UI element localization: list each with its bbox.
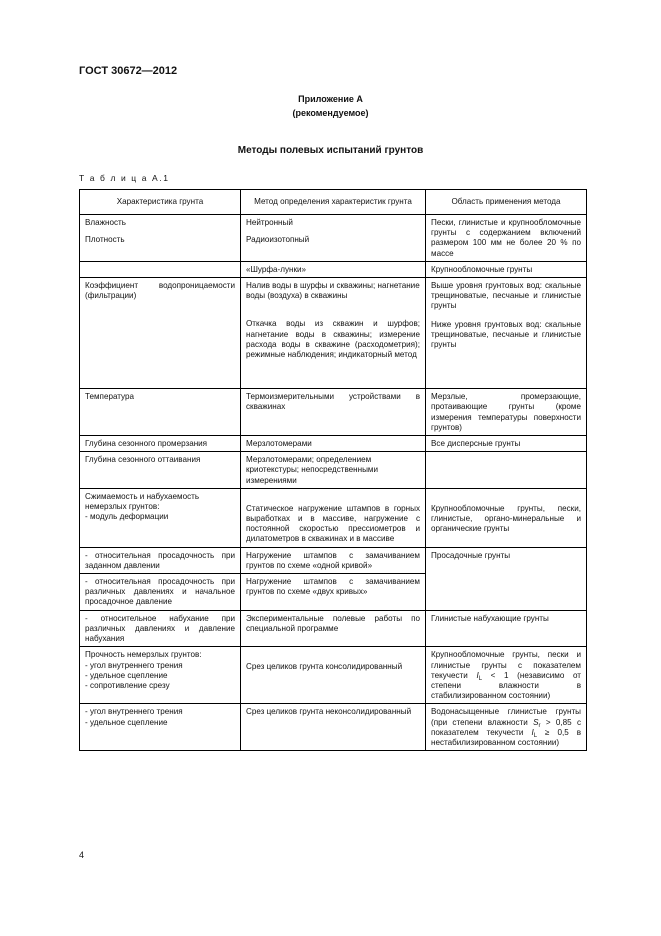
cell-text: Влажность <box>85 218 126 227</box>
table-row <box>80 452 587 489</box>
symbol: I <box>476 670 479 680</box>
table-cell: Срез целиков грунта неконсолидированный <box>241 704 426 751</box>
appendix-note: (рекомендуемое) <box>292 108 369 118</box>
table-cell: Глубина сезонного промерзания <box>80 436 241 452</box>
symbol-subscript: L <box>478 675 483 682</box>
symbol: S <box>533 717 539 727</box>
column-header: Метод определения характеристик грунта <box>241 190 426 215</box>
table-cell: Термоизмерительными устройствами в скважинах <box>241 389 426 436</box>
table-cell <box>241 215 426 262</box>
table-row <box>80 610 587 647</box>
cell-text: Крупнообломочные грунты, пески, глинистые, органо-минеральные и органические грунты <box>431 503 581 534</box>
table-cell <box>426 488 587 547</box>
cell-text: Водонасыщенные глинистые грунты (при степени влажности <box>431 707 581 727</box>
table-cell: Мерзлотомерами <box>241 436 426 452</box>
field-test-methods-table <box>79 189 587 751</box>
table-cell: Пески, глинистые и крупнообломочные грунты с содержанием включений размером 100 мм не более 20 % по массе <box>426 215 587 262</box>
column-header: Характеристика грунта <box>80 190 241 215</box>
table-cell <box>241 647 426 704</box>
cell-text: Откачка воды из скважин и шурфов; нагнетание воды в скважины; измерение расхода воды в скважине (расходометрия); режимные наблюдения; индикаторный метод <box>246 319 420 360</box>
table-row <box>80 261 587 277</box>
cell-text: Плотность <box>85 235 125 245</box>
cell-text: - модуль деформации <box>85 512 169 522</box>
table-cell: - относительная просадочность при заданном давлении <box>80 547 241 573</box>
table-row <box>80 647 587 704</box>
cell-text: Налив воды в шурфы и скважины; нагнетание воды (воздуха) в скважины <box>246 281 420 301</box>
table-cell: - относительное набухание при различных давлениях и давление набухания <box>80 610 241 647</box>
cell-text: Статическое нагружение штампов в горных выработках и в массиве, нагружение с постоянной скоростью прессиометров и дилатометров в скважинах и в массиве <box>246 503 420 544</box>
cell-text: - сопротивление срезу <box>85 680 170 690</box>
table-cell: Глубина сезонного оттаивания <box>80 452 241 489</box>
cell-text: Выше уровня грунтовых вод: скальные трещиноватые, песчаные и глинистые грунты <box>431 281 581 311</box>
table-header-row <box>80 190 587 215</box>
cell-text: Ниже уровня грунтовых вод: скальные трещиноватые, песчаные и глинистые грунты <box>431 319 581 350</box>
cell-text: - угол внутреннего трения <box>85 660 183 670</box>
cell-text: < 1 (независимо от степени влажности в стабилизированном состоянии) <box>431 670 581 701</box>
table-row <box>80 278 587 389</box>
cell-text: Прочность немерзлых грунтов: <box>85 650 202 660</box>
cell-text: Нейтронный <box>246 218 293 227</box>
symbol-subscript: L <box>533 732 538 739</box>
table-cell <box>80 488 241 547</box>
table-row <box>80 704 587 751</box>
table-cell: Мерзлые, промерзающие, протаивающие грунты (кроме измерения температуры поверхности грунтов) <box>426 389 587 436</box>
table-cell <box>80 647 241 704</box>
table-cell <box>426 704 587 751</box>
cell-text: ≥ 0,5 в нестабилизированном состоянии) <box>431 727 581 747</box>
table-cell <box>241 278 426 389</box>
cell-text: > 0,85 с показателем текучести <box>431 717 582 737</box>
table-cell: «Шурфа-лунки» <box>241 261 426 277</box>
table-cell: Все дисперсные грунты <box>426 436 587 452</box>
table-cell <box>426 452 587 489</box>
table-cell <box>80 261 241 277</box>
cell-text: - удельное сцепление <box>85 670 168 680</box>
table-cell: Просадочные грунты <box>426 547 587 610</box>
table-row <box>80 547 587 573</box>
standard-header: ГОСТ 30672—2012 <box>79 65 178 77</box>
table-cell: Глинистые набухающие грунты <box>426 610 587 647</box>
table-cell: Крупнообломочные грунты <box>426 261 587 277</box>
cell-text: - удельное сцепление <box>85 717 168 727</box>
appendix-title: Приложение А <box>298 94 363 104</box>
section-title: Методы полевых испытаний грунтов <box>237 145 424 156</box>
table-row <box>80 389 587 436</box>
table-cell: - относительная просадочность при различных давлениях и начальное просадочное давление <box>80 574 241 611</box>
table-row <box>80 215 587 262</box>
table-cell <box>426 647 587 704</box>
table-cell <box>426 278 587 389</box>
cell-text: - угол внутреннего трения <box>85 707 183 717</box>
table-cell <box>80 215 241 262</box>
table-row <box>80 436 587 452</box>
cell-text: Радиоизотопный <box>246 235 310 245</box>
table-cell: Мерзлотомерами; определением криотекстуры; непосредственными измерениями <box>241 452 426 489</box>
table-cell: Температура <box>80 389 241 436</box>
table-caption: Т а б л и ц а А.1 <box>79 173 170 183</box>
table-cell: Экспериментальные полевые работы по специальной программе <box>241 610 426 647</box>
table-cell <box>241 488 426 547</box>
symbol: I <box>531 727 534 737</box>
cell-text: Срез целиков грунта консолидированный <box>246 662 403 672</box>
table-cell: Нагружение штампов с замачиванием грунтов по схеме «двух кривых» <box>241 574 426 611</box>
table-cell <box>80 704 241 751</box>
table-cell: Коэффициент водопроницаемости (фильтрации) <box>80 278 241 389</box>
symbol-subscript: r <box>538 722 541 729</box>
table-row <box>80 488 587 547</box>
cell-text: Сжимаемость и набухаемость немерзлых грунтов: <box>85 491 200 512</box>
column-header: Область применения метода <box>426 190 587 215</box>
table-cell: Нагружение штампов с замачиванием грунтов по схеме «одной кривой» <box>241 547 426 573</box>
page-number: 4 <box>79 850 85 860</box>
cell-text: Крупнообломочные грунты, пески и глинистые грунты с показателем текучести <box>431 650 581 680</box>
